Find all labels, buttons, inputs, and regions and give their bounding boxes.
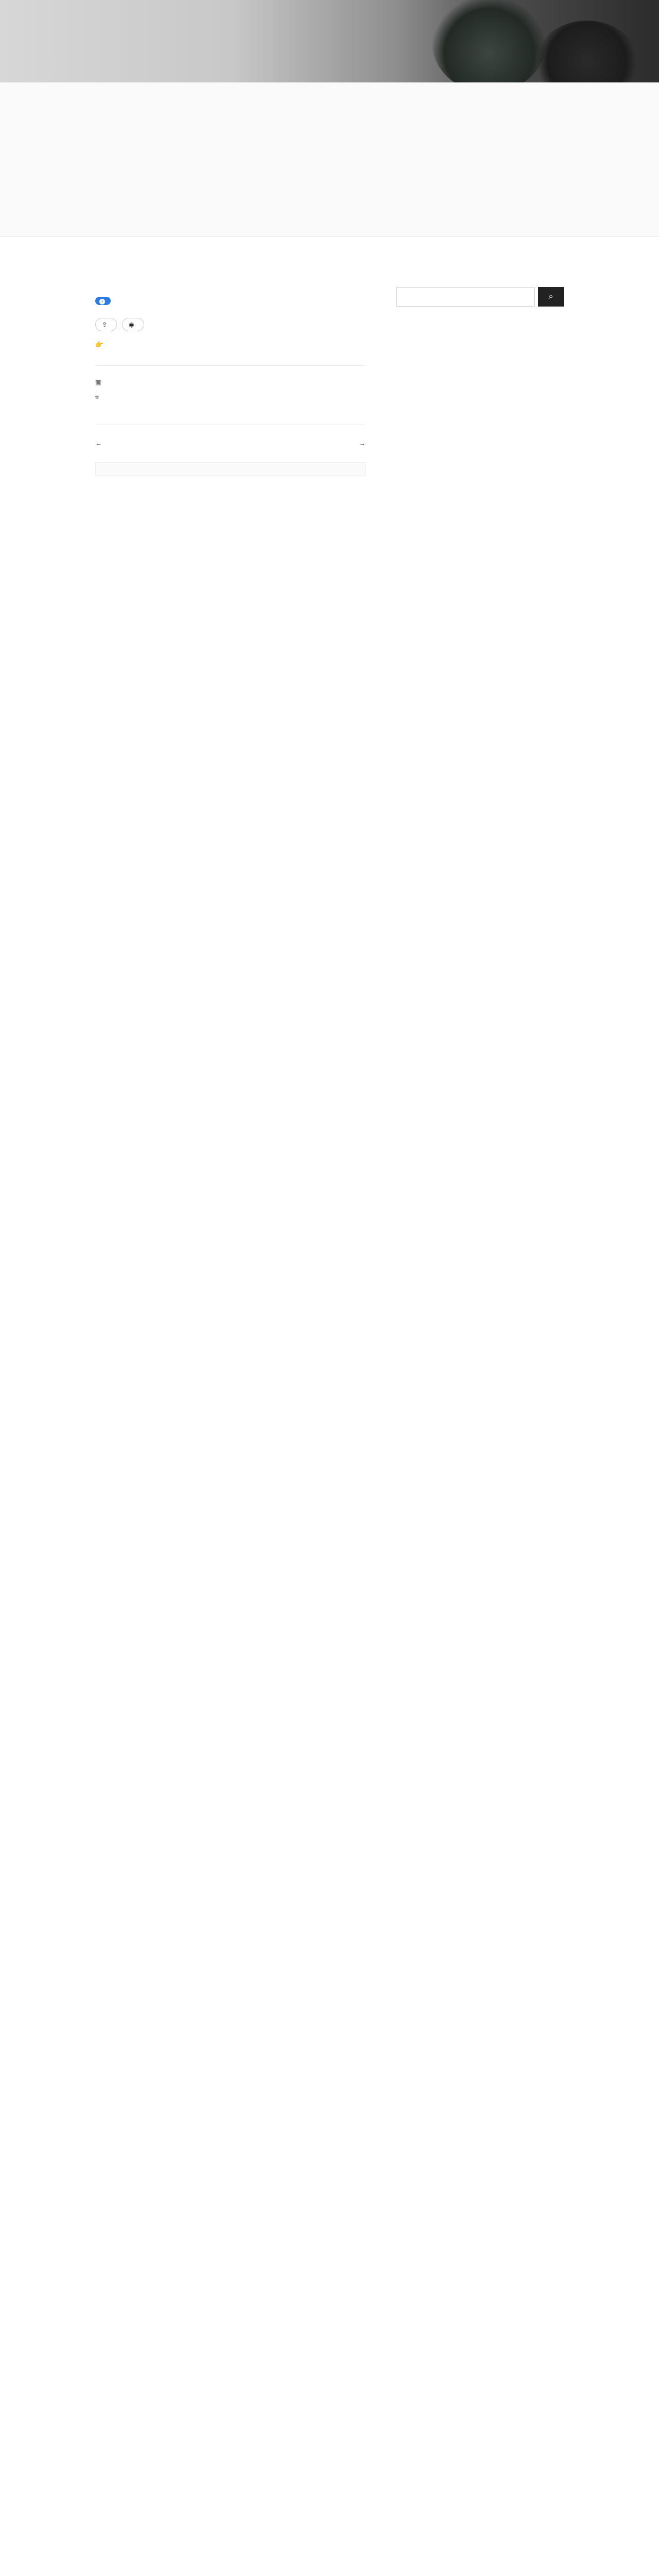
prev-post[interactable] xyxy=(95,436,221,449)
whatsapp-button[interactable] xyxy=(122,318,144,331)
whatsapp-icon: ◉ xyxy=(129,320,134,328)
post-paragraph-2 xyxy=(95,295,366,307)
highlight-link[interactable] xyxy=(95,297,111,305)
folder-icon: ▣ xyxy=(95,378,102,386)
top-tag-band xyxy=(0,82,659,237)
sidebar xyxy=(396,287,564,393)
site-header xyxy=(0,0,659,82)
header-plant-image xyxy=(432,0,546,82)
main-article xyxy=(95,287,366,476)
plus-icon: + xyxy=(99,299,105,304)
share-icon: ⇪ xyxy=(102,320,108,328)
header-pot-image xyxy=(535,21,638,82)
tag-icon: ⌗ xyxy=(95,394,99,401)
search-form xyxy=(396,287,564,307)
entry-footer xyxy=(95,365,366,403)
prev-post-title: ← xyxy=(95,439,102,447)
share-button[interactable] xyxy=(95,318,117,331)
next-post[interactable] xyxy=(239,436,366,449)
search-icon: ⌕ xyxy=(548,292,553,301)
search-button[interactable] xyxy=(538,287,564,307)
entry-tags xyxy=(95,392,366,403)
more-posts: 👉 xyxy=(95,340,104,348)
post-tag-cloud xyxy=(95,462,366,476)
next-post-title: → xyxy=(359,439,366,447)
search-input[interactable] xyxy=(396,287,535,307)
entry-categories xyxy=(95,377,366,388)
post-navigation xyxy=(95,424,366,449)
share-bar xyxy=(95,318,366,331)
